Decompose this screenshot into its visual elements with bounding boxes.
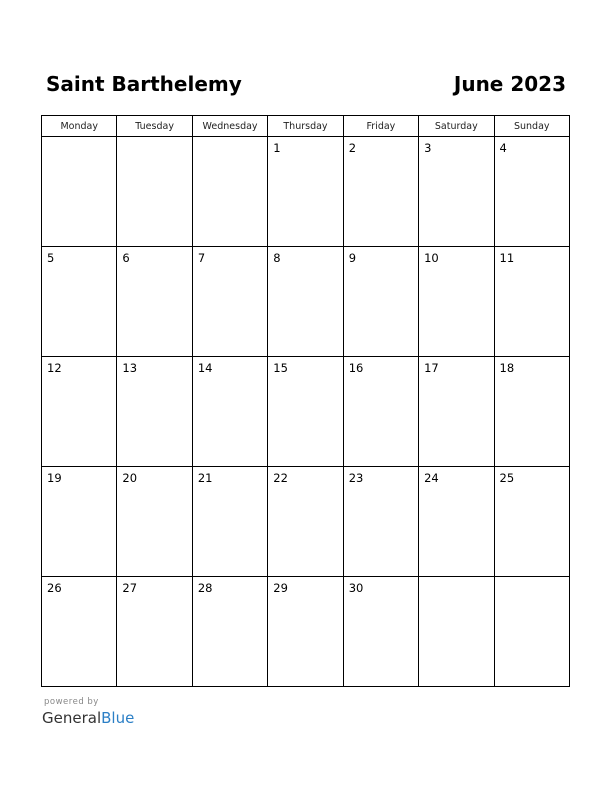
day-number: 3	[424, 141, 432, 155]
day-cell	[117, 247, 192, 357]
day-number: 19	[47, 471, 62, 485]
day-number: 2	[348, 141, 357, 155]
day-number: 15	[273, 361, 288, 375]
day-cell	[268, 577, 343, 687]
calendar-header	[46, 70, 566, 98]
day-cell	[494, 247, 569, 357]
day-cell	[494, 137, 569, 247]
day-cell	[42, 357, 117, 467]
week-row	[42, 247, 570, 357]
weekday-monday: Monday	[42, 116, 117, 137]
week-row	[42, 467, 570, 577]
day-cell	[117, 357, 192, 467]
week-row	[42, 357, 570, 467]
day-cell	[192, 247, 267, 357]
day-number	[117, 137, 191, 141]
day-cell	[419, 357, 494, 467]
day-number: 24	[424, 471, 439, 485]
weekday-saturday: Saturday	[419, 116, 494, 137]
month-calendar-grid	[41, 115, 570, 687]
day-cell	[419, 577, 494, 687]
day-number: 30	[348, 581, 364, 595]
weekday-wednesday: Wednesday	[192, 116, 267, 137]
week-row	[42, 577, 570, 687]
day-number: 28	[197, 581, 213, 595]
day-number: 4	[499, 141, 507, 155]
day-cell	[494, 577, 569, 687]
day-number: 8	[273, 251, 281, 265]
day-number: 23	[348, 471, 364, 485]
weekday-header-row	[42, 116, 570, 137]
weekday-sunday: Sunday	[494, 116, 569, 137]
day-number: 1	[273, 141, 281, 155]
day-cell	[494, 357, 569, 467]
day-number	[419, 577, 493, 581]
day-cell	[343, 357, 418, 467]
day-number: 25	[499, 471, 515, 485]
day-cell	[117, 137, 192, 247]
weekday-tuesday: Tuesday	[117, 116, 192, 137]
day-cell	[494, 467, 569, 577]
day-number: 22	[273, 471, 288, 485]
day-number: 9	[348, 251, 357, 265]
day-number: 14	[197, 361, 213, 375]
day-number: 18	[499, 361, 515, 375]
day-number: 20	[122, 471, 138, 485]
day-cell	[192, 137, 267, 247]
day-cell	[42, 247, 117, 357]
powered-by-text: powered by	[44, 697, 99, 707]
day-cell	[42, 467, 117, 577]
brand-general-text: General	[42, 709, 102, 727]
day-cell	[117, 577, 192, 687]
day-number: 5	[47, 251, 55, 265]
day-number	[42, 137, 116, 141]
day-cell	[268, 137, 343, 247]
day-number: 7	[197, 251, 206, 265]
day-cell	[343, 137, 418, 247]
day-number	[193, 137, 267, 141]
day-number: 6	[122, 251, 130, 265]
day-cell	[117, 467, 192, 577]
day-cell	[42, 577, 117, 687]
day-cell	[42, 137, 117, 247]
day-number: 17	[424, 361, 439, 375]
day-number: 12	[47, 361, 62, 375]
day-number: 26	[47, 581, 62, 595]
day-cell	[192, 357, 267, 467]
day-cell	[343, 577, 418, 687]
day-cell	[192, 467, 267, 577]
generalblue-logo[interactable]	[42, 709, 134, 727]
day-number: 10	[424, 251, 439, 265]
brand-blue-text: Blue	[101, 709, 135, 727]
day-cell	[343, 247, 418, 357]
day-number: 16	[348, 361, 364, 375]
day-number: 29	[273, 581, 288, 595]
day-number: 27	[122, 581, 138, 595]
weekday-thursday: Thursday	[268, 116, 343, 137]
month-year-title: June 2023	[453, 72, 566, 96]
day-cell	[419, 467, 494, 577]
weekday-friday: Friday	[343, 116, 418, 137]
country-title: Saint Barthelemy	[46, 72, 242, 96]
day-cell	[268, 247, 343, 357]
footer-branding	[42, 697, 162, 731]
week-row	[42, 137, 570, 247]
day-number: 11	[499, 251, 515, 265]
day-cell	[343, 467, 418, 577]
day-number: 13	[122, 361, 138, 375]
day-cell	[419, 137, 494, 247]
day-number: 21	[197, 471, 213, 485]
day-cell	[268, 357, 343, 467]
day-cell	[419, 247, 494, 357]
day-number	[495, 577, 569, 581]
day-cell	[268, 467, 343, 577]
day-cell	[192, 577, 267, 687]
